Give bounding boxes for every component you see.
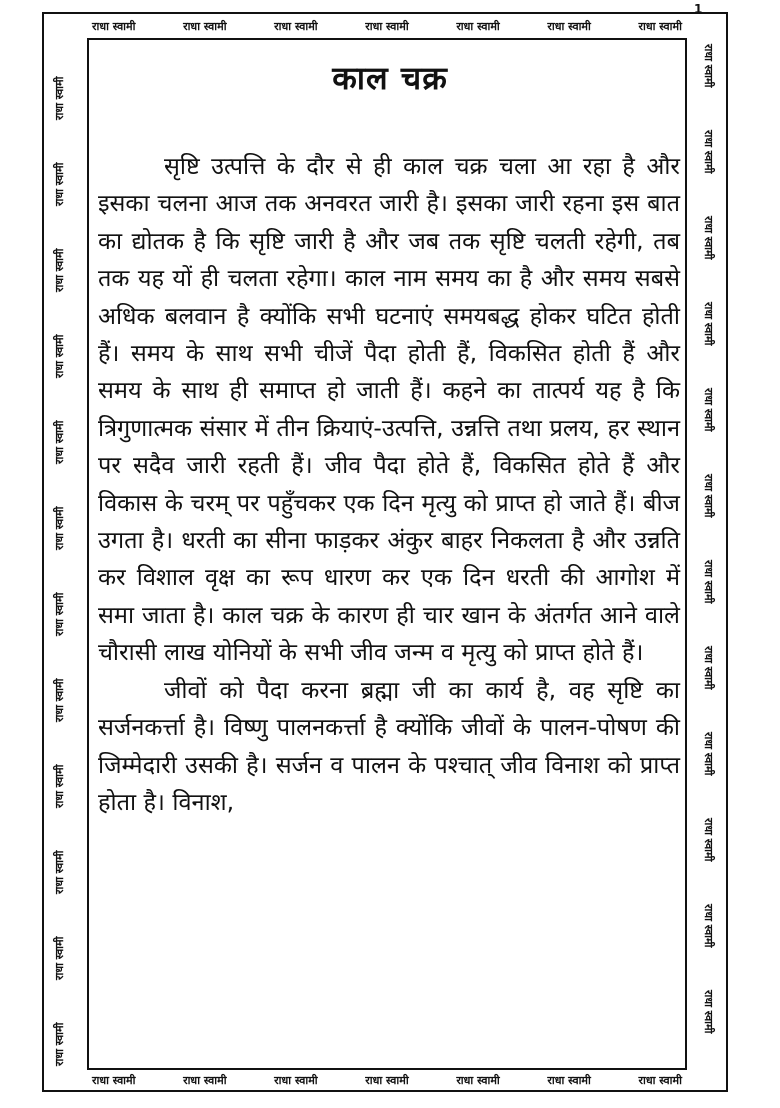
frame-label: राधा स्वामी bbox=[638, 1074, 682, 1087]
frame-label: राधा स्वामी bbox=[53, 506, 66, 550]
paragraph: जीवों को पैदा करना ब्रह्मा जी का कार्य है, वह सृष्टि का सर्जनकर्त्ता है। विष्णु पालनकर्त्ता है क्योंकि जीवों के पालन-पोषण की जिम्मेदारी उसकी है। सर्जन व पालन के पश्चात् जीव विनाश को प्राप्त होता है। विनाश, bbox=[98, 675, 680, 816]
frame-label: राधा स्वामी bbox=[702, 130, 715, 174]
frame-label: राधा स्वामी bbox=[702, 388, 715, 432]
frame-label: राधा स्वामी bbox=[365, 1074, 409, 1087]
frame-label: राधा स्वामी bbox=[53, 420, 66, 464]
frame-label: राधा स्वामी bbox=[702, 44, 715, 88]
frame-bottom-row bbox=[92, 1073, 682, 1088]
frame-label: राधा स्वामी bbox=[456, 1074, 500, 1087]
frame-label: राधा स्वामी bbox=[456, 20, 500, 33]
frame-label: राधा स्वामी bbox=[53, 248, 66, 292]
frame-label: राधा स्वामी bbox=[274, 1074, 318, 1087]
frame-label: राधा स्वामी bbox=[53, 592, 66, 636]
frame-label: राधा स्वामी bbox=[53, 764, 66, 808]
frame-label: राधा स्वामी bbox=[702, 560, 715, 604]
frame-label: राधा स्वामी bbox=[53, 162, 66, 206]
frame-label: राधा स्वामी bbox=[547, 1074, 591, 1087]
frame-label: राधा स्वामी bbox=[702, 732, 715, 776]
page-title: काल चक्र bbox=[332, 59, 448, 97]
frame-label: राधा स्वामी bbox=[702, 302, 715, 346]
frame-label: राधा स्वामी bbox=[53, 678, 66, 722]
frame-label: राधा स्वामी bbox=[53, 1022, 66, 1066]
frame-label: राधा स्वामी bbox=[53, 936, 66, 980]
page-number: 1 bbox=[694, 2, 703, 16]
paragraph: सृष्टि उत्पत्ति के दौर से ही काल चक्र चला आ रहा है और इसका चलना आज तक अनवरत जारी है। इसका जारी रहना इस बात का द्योतक है कि सृष्टि जारी है और जब तक सृष्टि चलती रहेगी, तब तक यह यों ही चलता रहेगा। काल नाम समय का है और समय सबसे अधिक बलवान है क्योंकि सभी घटनाएं समयबद्ध होकर घटित होती हैं। समय के साथ सभी चीजें पैदा होती हैं, विकसित होती हैं और समय के साथ ही समाप्त हो जाती हैं। कहने का तात्पर्य यह है कि त्रिगुणात्मक संसार में तीन क्रियाएं-उत्पत्ति, उन्नत्ति तथा प्रलय, हर स्थान पर सदैव जारी रहती हैं। जीव पैदा होते हैं, विकसित होते हैं और विकास के चरम् पर पहुँचकर एक दिन मृत्यु को प्राप्त हो जाते हैं। बीज उगता है। धरती का सीना फाड़कर अंकुर बाहर निकलता है और उन्नति कर विशाल वृक्ष का रूप धारण कर एक दिन धरती की आगोश में समा जाता है। काल चक्र के कारण ही चार खान के अंतर्गत आने वाले चौरासी लाख योनियों के सभी जीव जन्म व मृत्यु को प्राप्त होते हैं। bbox=[98, 152, 680, 667]
frame-top-row bbox=[92, 19, 682, 34]
frame-label: राधा स्वामी bbox=[702, 646, 715, 690]
frame-label: राधा स्वामी bbox=[183, 1074, 227, 1087]
body-text bbox=[98, 148, 680, 821]
frame-left-column bbox=[52, 40, 68, 1070]
frame-label: राधा स्वामी bbox=[702, 818, 715, 862]
frame-label: राधा स्वामी bbox=[274, 20, 318, 33]
frame-label: राधा स्वामी bbox=[53, 76, 66, 120]
frame-label: राधा स्वामी bbox=[53, 850, 66, 894]
frame-label: राधा स्वामी bbox=[702, 216, 715, 260]
frame-right-column bbox=[700, 40, 716, 1070]
frame-label: राधा स्वामी bbox=[92, 1074, 136, 1087]
frame-label: राधा स्वामी bbox=[702, 474, 715, 518]
frame-label: राधा स्वामी bbox=[365, 20, 409, 33]
frame-label: राधा स्वामी bbox=[638, 20, 682, 33]
frame-label: राधा स्वामी bbox=[53, 334, 66, 378]
frame-label: राधा स्वामी bbox=[702, 990, 715, 1034]
frame-label: राधा स्वामी bbox=[92, 20, 136, 33]
frame-label: राधा स्वामी bbox=[547, 20, 591, 33]
frame-label: राधा स्वामी bbox=[183, 20, 227, 33]
frame-label: राधा स्वामी bbox=[702, 904, 715, 948]
